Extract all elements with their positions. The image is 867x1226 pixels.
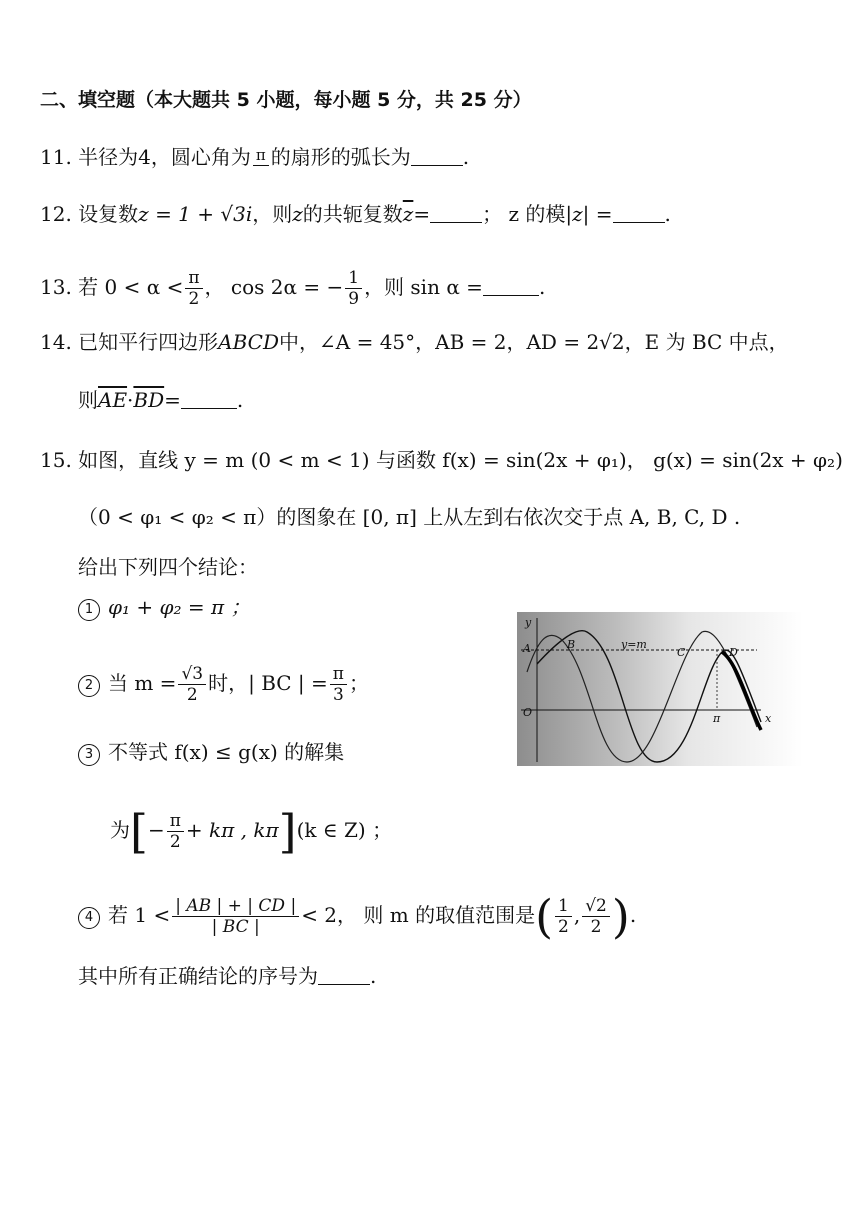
q11-text-c: 的扇形的弧长为 bbox=[270, 145, 411, 169]
q15-ask-text: 其中所有正确结论的序号为 bbox=[78, 964, 318, 988]
point-b-label: B bbox=[567, 638, 576, 651]
q13-end: . bbox=[538, 275, 546, 299]
y-axis-label: y bbox=[525, 616, 532, 629]
q13-frac-19 bbox=[345, 268, 362, 309]
q13-one: 1 bbox=[345, 268, 362, 289]
c4-end: . bbox=[629, 903, 637, 927]
q14-text-a: 已知平行四边形 bbox=[78, 330, 219, 354]
q12-text-a: 设复数 bbox=[78, 202, 139, 226]
conclusion-1-mark: 1 bbox=[78, 599, 100, 621]
conclusion-2-mark: 2 bbox=[78, 675, 100, 697]
q12-blank-2[interactable] bbox=[613, 202, 665, 223]
q13-answer-blank[interactable] bbox=[483, 275, 539, 296]
section-title: 二、填空题（本大题共 5 小题，每小题 5 分，共 25 分） bbox=[40, 89, 532, 111]
q12-z: z bbox=[292, 202, 303, 226]
q11-answer-blank[interactable] bbox=[411, 145, 463, 166]
q15-conclusion-2 bbox=[78, 664, 369, 705]
point-d-label: D bbox=[729, 646, 738, 659]
q12-zbar: $\overline{z}$ bbox=[402, 202, 414, 226]
q12-blank-1[interactable] bbox=[430, 202, 482, 223]
conclusion-2-text-a: 当 m = bbox=[108, 671, 177, 695]
q14-vector-bd: $\overline{BD}$ bbox=[133, 388, 165, 412]
conclusion-4-mark: 4 bbox=[78, 907, 100, 929]
q15-graph-figure bbox=[517, 612, 803, 766]
conclusion-2-frac-sqrt3 bbox=[178, 664, 206, 705]
q15-ask-end: . bbox=[370, 964, 377, 988]
q15-conclusion-4 bbox=[78, 889, 637, 944]
c4-num: | AB | + | CD | bbox=[172, 896, 299, 917]
q11-text-b: ，圆心角为 bbox=[150, 145, 251, 169]
q12-mod: |z| = bbox=[565, 202, 613, 226]
question-14 bbox=[40, 328, 789, 356]
c3-k-domain: (k ∈ Z) ； bbox=[296, 818, 393, 842]
q15-answer-blank[interactable] bbox=[318, 964, 370, 985]
c3-neg: − bbox=[147, 818, 165, 842]
c3-left-bracket: [ bbox=[130, 804, 148, 859]
c4-s1: √2 bbox=[582, 896, 610, 917]
q14-dot: · bbox=[127, 388, 134, 412]
x-axis-label: x bbox=[765, 712, 772, 725]
q12-text-d: ； z 的模 bbox=[482, 202, 566, 226]
c4-right-paren: ) bbox=[611, 889, 630, 944]
q13-text-c: ，则 sin α = bbox=[364, 275, 483, 299]
c4-ratio-frac bbox=[172, 896, 299, 937]
q15-conclusion-3 bbox=[78, 738, 344, 766]
q12-z-expr: z = 1 + √3i bbox=[138, 202, 253, 226]
q14-answer-blank[interactable] bbox=[181, 388, 237, 409]
q11-text-a: 半径为 bbox=[78, 145, 139, 169]
q13-pi: π bbox=[185, 268, 202, 289]
c4-den: | BC | bbox=[211, 917, 260, 937]
origin-label: O bbox=[523, 706, 533, 719]
c2-three: 3 bbox=[332, 685, 344, 705]
conclusion-1-text: φ₁ + φ₂ = π ； bbox=[108, 595, 251, 619]
c4-frac-half bbox=[555, 896, 572, 937]
conclusion-2-text-b: 时，| BC | = bbox=[208, 671, 328, 695]
q11-angle: π bbox=[253, 145, 269, 166]
question-13 bbox=[40, 268, 545, 309]
point-a-label: A bbox=[523, 642, 531, 655]
q11-angle-frac bbox=[253, 145, 269, 172]
conclusion-3-mark: 3 bbox=[78, 744, 100, 766]
c4-left-paren: ( bbox=[535, 889, 554, 944]
c2-den: 2 bbox=[186, 685, 198, 705]
q15-line-1: 如图，直线 y = m (0 < m < 1) 与函数 f(x) = sin(2x + φ₁)， g(x) = sin(2x + φ₂) bbox=[78, 448, 843, 472]
q13-frac-pi2 bbox=[185, 268, 202, 309]
line-label: y=m bbox=[621, 638, 647, 651]
q15-line-2: （0 < φ₁ < φ₂ < π）的图象在 [0, π] 上从左到右依次交于点 A, B, C, D . bbox=[78, 505, 741, 529]
conclusion-2-frac-pi3 bbox=[330, 664, 347, 705]
c4-h2: 2 bbox=[558, 917, 569, 937]
question-12 bbox=[40, 200, 671, 228]
q15-number: 15. bbox=[40, 448, 72, 472]
q15-graph-svg bbox=[517, 612, 803, 766]
q11-end: . bbox=[462, 145, 470, 169]
q13-text-b: ， cos 2α = − bbox=[204, 275, 344, 299]
question-15 bbox=[40, 446, 843, 474]
pi-label: π bbox=[713, 712, 721, 725]
q14-eq: = bbox=[164, 388, 181, 412]
q11-number: 11. bbox=[40, 145, 72, 169]
q12-eq: = bbox=[413, 202, 431, 226]
c3-pi: π bbox=[167, 811, 184, 832]
c2-num: √3 bbox=[178, 664, 206, 685]
c3-interval: + kπ , kπ bbox=[185, 818, 279, 842]
q14-text-c: 则 bbox=[78, 388, 98, 412]
q15-intro: 给出下列四个结论： bbox=[78, 555, 258, 579]
q13-number: 13. bbox=[40, 275, 72, 299]
conclusion-3-text: 不等式 f(x) ≤ g(x) 的解集 bbox=[108, 740, 345, 764]
curve-f-bold-tail bbox=[722, 652, 761, 730]
q14-abcd: ABCD bbox=[218, 330, 280, 354]
q11-radius: 4 bbox=[138, 145, 151, 169]
q14-text-b: 中，∠A = 45°，AB = 2，AD = 2√2，E 为 BC 中点， bbox=[279, 330, 789, 354]
question-11 bbox=[40, 143, 469, 172]
c4-h1: 1 bbox=[555, 896, 572, 917]
conclusion-4-text-a: 若 1 < bbox=[108, 903, 171, 927]
q13-nine: 9 bbox=[348, 289, 360, 309]
c3-right-bracket: ] bbox=[278, 804, 297, 859]
conclusion-4-text-b: < 2， 则 m 的取值范围是 bbox=[301, 903, 536, 927]
q12-text-b: ，则 bbox=[252, 202, 293, 226]
q12-end: . bbox=[664, 202, 671, 226]
c4-s2: 2 bbox=[590, 917, 602, 937]
q13-two: 2 bbox=[188, 289, 200, 309]
q12-number: 12. bbox=[40, 202, 72, 226]
conclusion-3-text-b: 为 bbox=[110, 818, 130, 842]
q15-conclusion-1 bbox=[78, 593, 251, 621]
q15-ask bbox=[78, 962, 376, 990]
q12-text-c: 的共轭复数 bbox=[302, 202, 403, 226]
c2-pi: π bbox=[330, 664, 347, 685]
q14-vector-ae: $\overline{AE}$ bbox=[98, 388, 128, 412]
conclusion-2-end: ； bbox=[348, 671, 369, 695]
c4-comma: , bbox=[573, 903, 581, 927]
q14-number: 14. bbox=[40, 330, 72, 354]
c4-frac-sqrt2 bbox=[582, 896, 610, 937]
question-14-line-2 bbox=[78, 386, 243, 414]
point-c-label: C bbox=[677, 646, 686, 659]
q13-text-a: 若 0 < α < bbox=[78, 275, 184, 299]
q14-end: . bbox=[236, 388, 244, 412]
q15-conclusion-3-line-2 bbox=[110, 804, 393, 859]
c3-two: 2 bbox=[169, 832, 181, 852]
c3-frac-pi2 bbox=[167, 811, 184, 852]
